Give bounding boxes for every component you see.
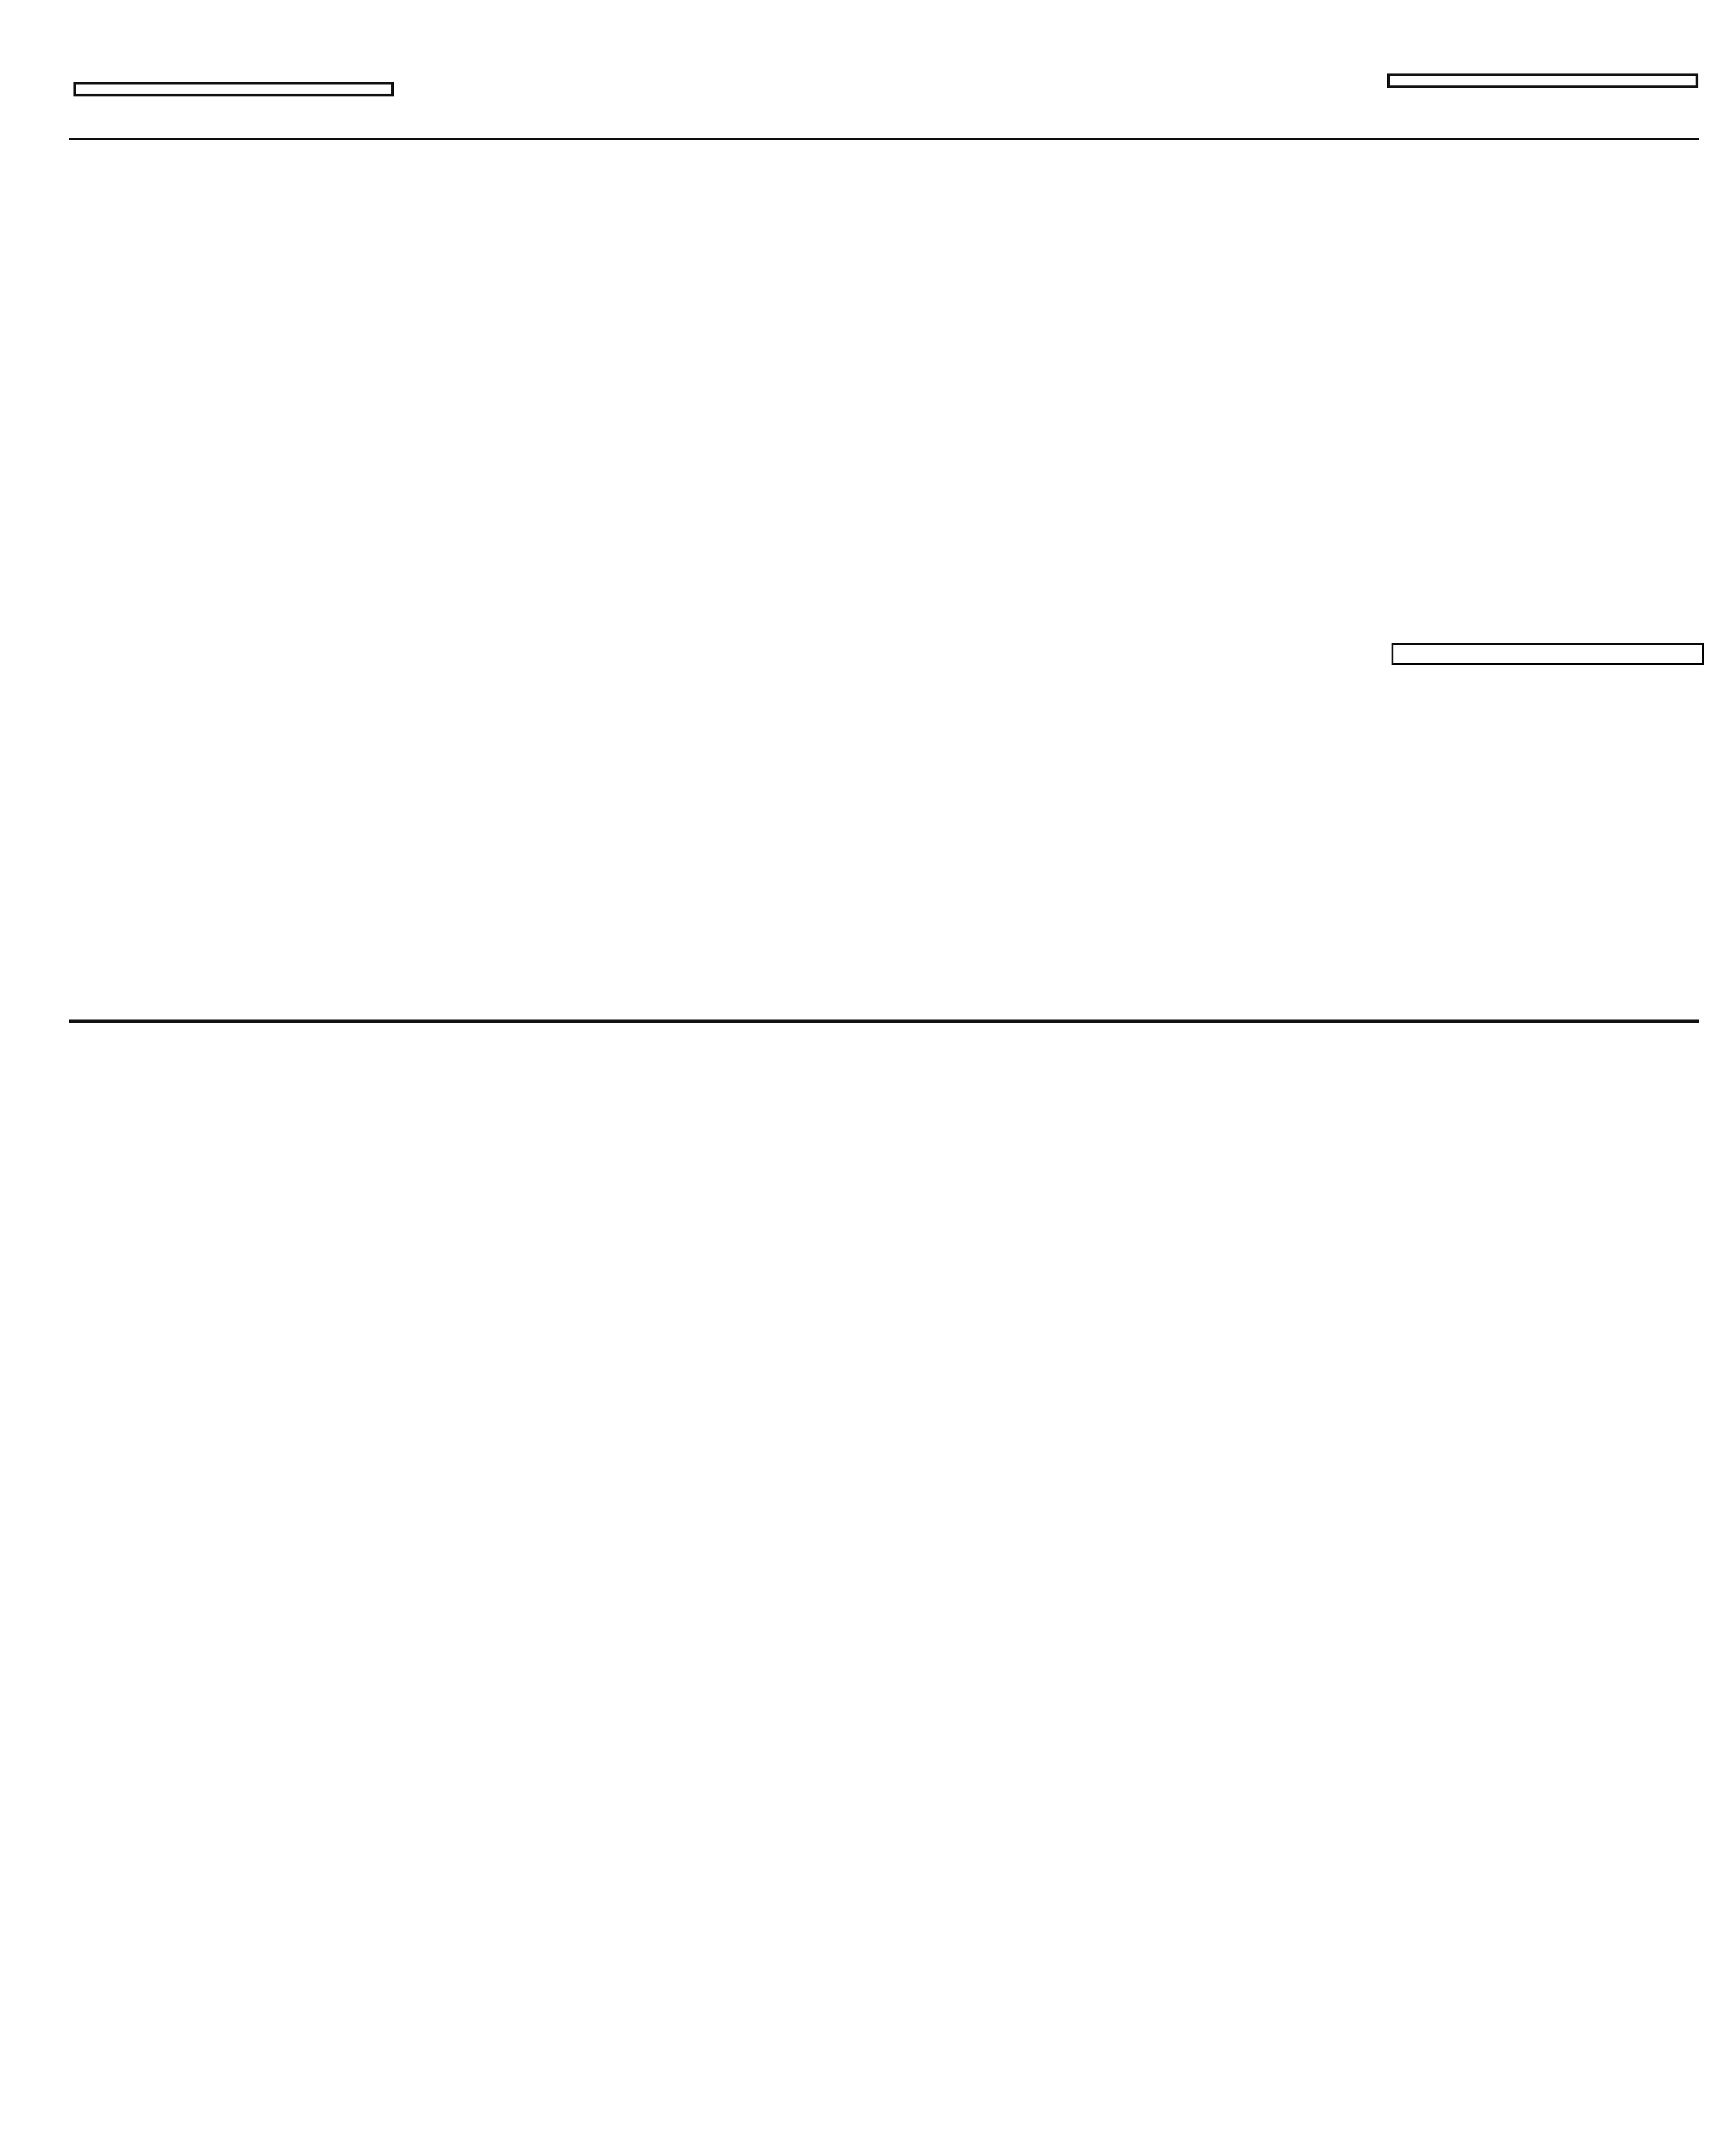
news-note bbox=[73, 82, 394, 96]
header-rule bbox=[69, 138, 1699, 140]
mid-rule bbox=[69, 1019, 1699, 1023]
weather-note bbox=[1387, 73, 1698, 88]
promo-note bbox=[1392, 643, 1704, 665]
